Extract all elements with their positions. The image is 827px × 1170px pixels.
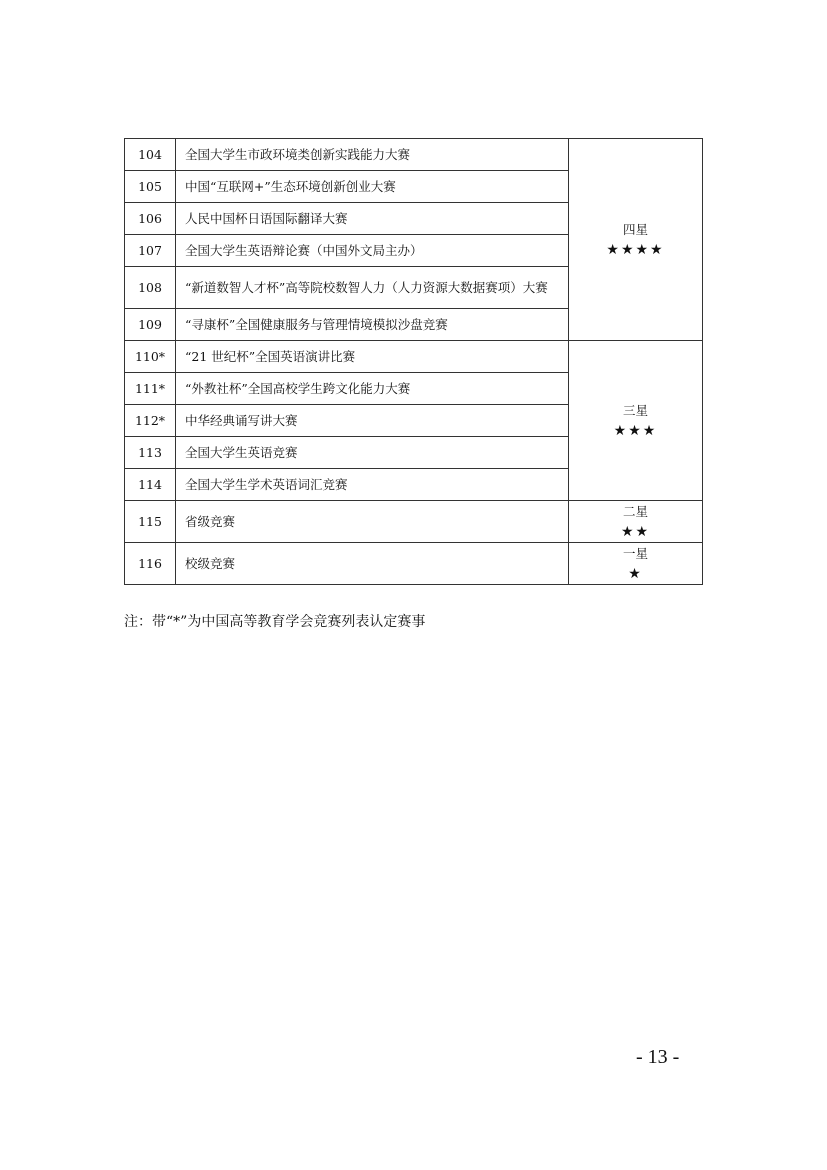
contest-name: 校级竞赛	[176, 543, 569, 585]
star-level-cell	[569, 501, 703, 543]
row-number: 112*	[125, 405, 176, 437]
row-number: 111*	[125, 373, 176, 405]
table-row	[125, 139, 703, 171]
row-number: 113	[125, 437, 176, 469]
contest-name: “寻康杯”全国健康服务与管理情境模拟沙盘竞赛	[176, 309, 569, 341]
footnote: 注：带“*”为中国高等教育学会竞赛列表认定赛事	[124, 614, 426, 630]
star-level-cell	[569, 139, 703, 341]
contest-name: 中国“互联网+”生态环境创新创业大赛	[176, 171, 569, 203]
contest-name: “新道数智人才杯”高等院校数智人力（人力资源大数据赛项）大赛	[176, 267, 569, 309]
star-rating-icon: ★★★★	[606, 241, 665, 258]
contest-name: “21 世纪杯”全国英语演讲比赛	[176, 341, 569, 373]
contest-name: 省级竞赛	[176, 501, 569, 543]
row-number: 109	[125, 309, 176, 341]
star-rating-icon: ★★★	[613, 422, 658, 439]
star-level-cell	[569, 543, 703, 585]
contest-name: 中华经典诵写讲大赛	[176, 405, 569, 437]
table-row	[125, 341, 703, 373]
table-row	[125, 501, 703, 543]
page-number: - 13 -	[636, 1046, 680, 1068]
row-number: 114	[125, 469, 176, 501]
contest-name: 全国大学生英语竞赛	[176, 437, 569, 469]
star-rating-icon: ★★	[620, 523, 651, 540]
star-level-label: 三星	[622, 402, 648, 418]
star-rating-icon: ★	[628, 565, 643, 582]
contest-name: 全国大学生学术英语词汇竞赛	[176, 469, 569, 501]
star-level-label: 一星	[622, 545, 648, 561]
row-number: 107	[125, 235, 176, 267]
star-level-label: 二星	[622, 503, 648, 519]
row-number: 116	[125, 543, 176, 585]
contest-name: “外教社杯”全国高校学生跨文化能力大赛	[176, 373, 569, 405]
row-number: 105	[125, 171, 176, 203]
star-level-cell	[569, 341, 703, 501]
star-level-label: 四星	[622, 221, 648, 237]
contest-name: 全国大学生英语辩论赛（中国外文局主办）	[176, 235, 569, 267]
table-row	[125, 543, 703, 585]
row-number: 108	[125, 267, 176, 309]
row-number: 115	[125, 501, 176, 543]
contest-table	[124, 138, 703, 585]
row-number: 104	[125, 139, 176, 171]
row-number: 110*	[125, 341, 176, 373]
row-number: 106	[125, 203, 176, 235]
contest-name: 人民中国杯日语国际翻译大赛	[176, 203, 569, 235]
contest-name: 全国大学生市政环境类创新实践能力大赛	[176, 139, 569, 171]
